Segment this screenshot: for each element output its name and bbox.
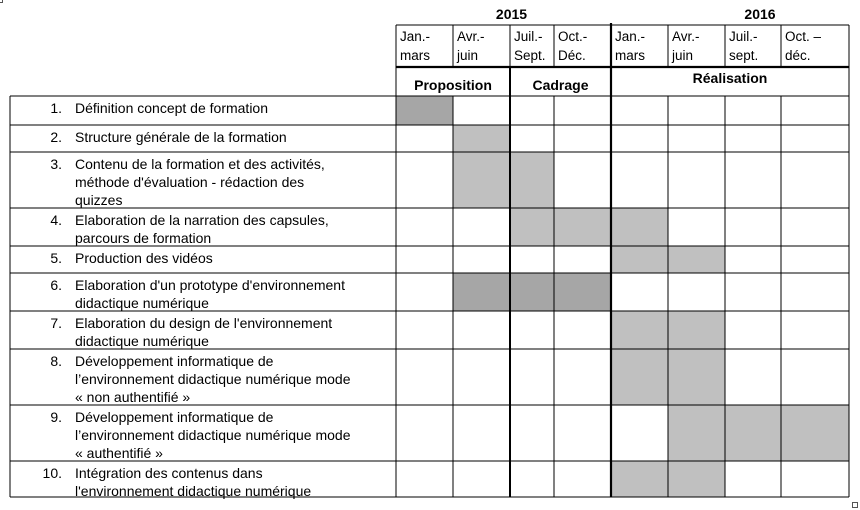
task-label: Contenu de la formation et des activités, [75,156,325,172]
task-number: 1. [50,100,62,116]
period-label-1: Jan.- [400,29,431,44]
task-number: 5. [50,250,62,266]
task-label: quizzes [75,192,123,208]
gantt-bar-cell [510,208,554,246]
task-number: 4. [50,212,62,228]
period-label-2: juin [457,48,479,63]
task-label: méthode d'évaluation - rédaction des [75,174,305,190]
period-label-6: Avr.- [672,29,700,44]
task-number: 2. [50,129,62,145]
period-label-8: déc. [785,48,811,63]
gantt-bar-cell [668,246,725,273]
period-label-5: mars [615,48,645,63]
task-number: 7. [50,315,62,331]
gantt-bar-cell [611,461,668,497]
gantt-bar-cell [668,311,725,349]
gantt-bar-cell [781,405,849,461]
period-label-4: Déc. [558,48,586,63]
task-label: Elaboration du design de l'environnement [75,315,333,331]
task-number: 6. [50,277,62,293]
gantt-bar-cell [611,208,668,246]
task-label: « non authentifié » [75,389,191,405]
task-number: 8. [50,353,62,369]
task-label: Définition concept de formation [75,100,268,116]
period-label-5: Jan.- [615,29,646,44]
task-label: « authentifié » [75,445,163,461]
period-label-2: Avr.- [457,29,485,44]
gantt-bar-cell [668,461,725,497]
gantt-bar-cell [453,273,510,311]
gantt-bar-cell [554,208,611,246]
task-label: Développement informatique de [75,409,274,425]
task-label: Développement informatique de [75,353,274,369]
year-label-2015: 2015 [495,6,528,22]
gantt-bar-cell [396,96,453,125]
gantt-bar-cell [510,273,554,311]
period-label-7: sept. [729,48,759,63]
task-label: Production des vidéos [75,250,213,266]
period-label-3: Sept. [514,48,546,63]
task-number: 10. [42,465,62,481]
task-label: l’environnement didactique numérique mode [75,427,351,443]
gantt-bar-cell [453,125,510,152]
period-label-7: Juil.- [729,29,758,44]
gantt-bar-cell [668,349,725,405]
year-label-2016: 2016 [744,6,776,22]
task-label: didactique numérique [75,333,209,349]
task-label: Intégration des contenus dans [75,465,263,481]
period-label-8: Oct. – [785,29,822,44]
task-label: didactique numérique [75,295,209,311]
task-number: 3. [50,156,62,172]
task-label: Elaboration de la narration des capsules, [75,212,329,228]
period-label-1: mars [400,48,430,63]
task-label: l’environnement didactique numérique mode [75,371,351,387]
period-label-4: Oct.- [558,29,588,44]
gantt-bar-cell [453,152,510,208]
period-label-3: Juil.- [514,29,543,44]
gantt-bar-cell [611,246,668,273]
gantt-bar-cell [611,349,668,405]
task-label: l'environnement didactique numérique [75,483,312,499]
task-label: Elaboration d'un prototype d'environnement [75,277,345,293]
task-label: parcours de formation [75,230,212,246]
gantt-bar-cell [725,405,781,461]
task-number: 9. [50,409,62,425]
task-label: Structure générale de la formation [75,129,287,145]
gantt-bar-cell [668,405,725,461]
phase-label-proposition: Proposition [414,77,492,93]
phase-label-realisation: Réalisation [692,70,768,86]
gantt-bar-cell [554,273,611,311]
gantt-bar-cell [510,152,554,208]
period-label-6: juin [672,48,694,63]
phase-label-cadrage: Cadrage [532,77,589,93]
gantt-bar-cell [611,311,668,349]
